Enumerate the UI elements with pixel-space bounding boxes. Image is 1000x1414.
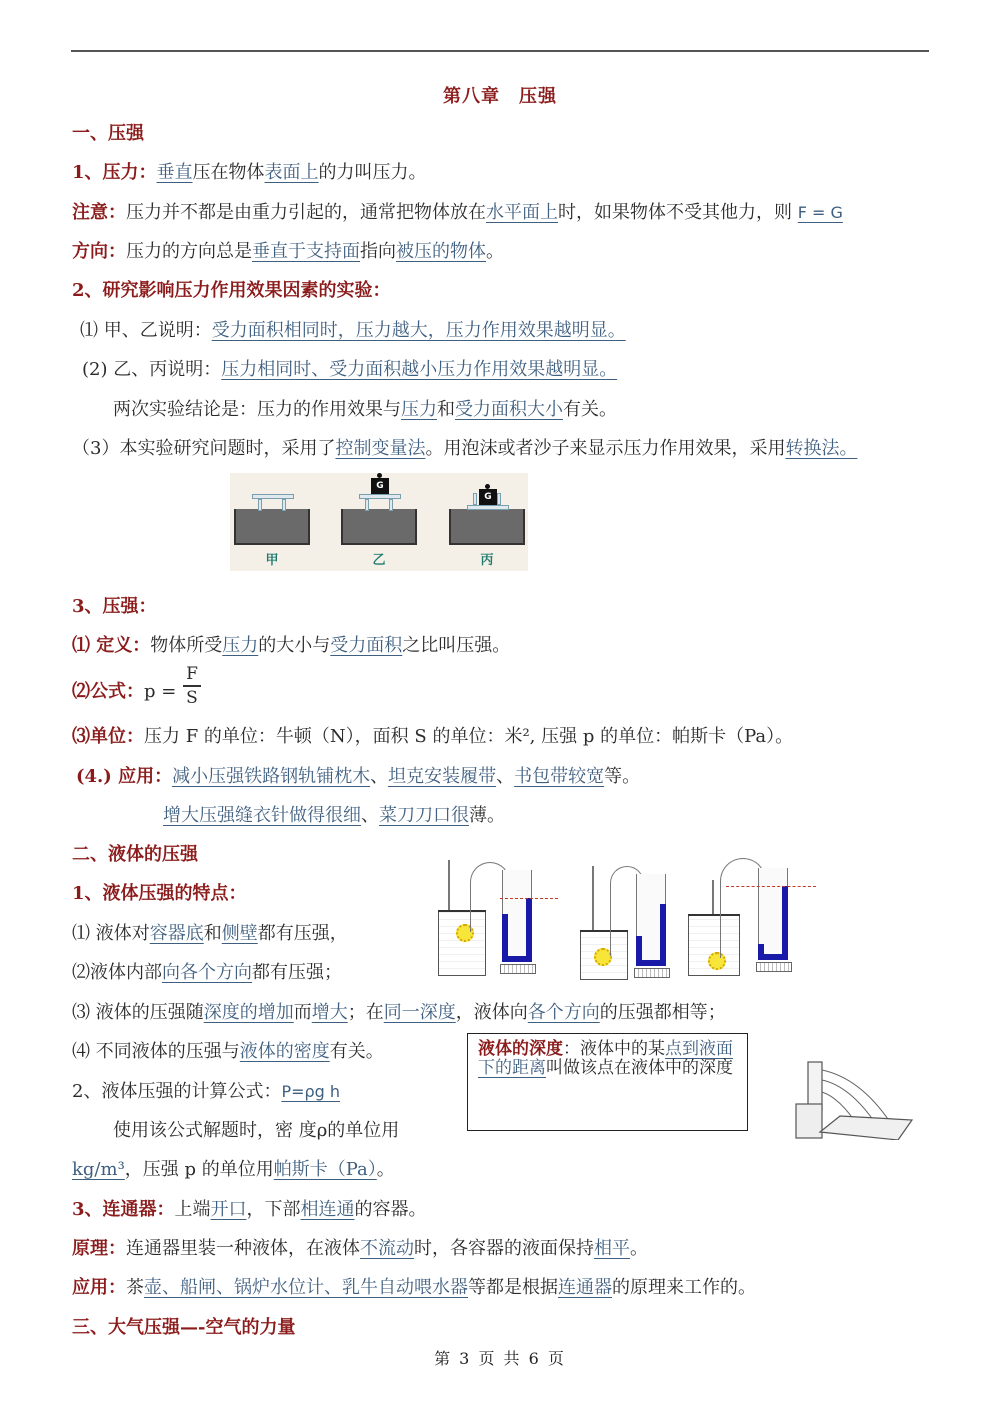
liquid-point-3 (72, 1001, 726, 1025)
liquid-column (660, 904, 666, 966)
numerator: F (186, 664, 198, 684)
liquid-point-4 (72, 1040, 384, 1064)
text: 等。 (604, 766, 641, 787)
text: 压力并不都是由重力引起的，通常把物体放在 (126, 202, 486, 223)
underlined-term: 相平 (594, 1238, 630, 1259)
text: 指向 (360, 241, 396, 262)
header-rule (71, 50, 929, 52)
text: ⑵液体内部 (72, 962, 162, 983)
pressure-units (72, 725, 793, 749)
text: ，下部 (246, 1199, 301, 1220)
underlined-term: kg/m³ (72, 1159, 125, 1180)
text: 有关。 (329, 1041, 384, 1062)
underlined-term: 开口 (210, 1199, 247, 1220)
stand (500, 964, 536, 974)
figure-label-bing: 丙 (480, 553, 494, 568)
text: （3）本实验研究问题时，采用了 (72, 438, 336, 459)
text: 上端 (174, 1199, 211, 1220)
text: ；在 (347, 1002, 384, 1023)
level-line (726, 886, 816, 887)
liquid-column (782, 886, 788, 960)
underlined-term: 不流动 (360, 1238, 414, 1259)
pressure-formula (72, 680, 176, 704)
section-heading-liquid: 二、液体的压强 (72, 844, 198, 865)
underlined-term: 液体的密度 (239, 1041, 330, 1062)
usage-units-line (72, 1158, 395, 1182)
text: 压力的方向总是 (126, 241, 252, 262)
text: 的容器。 (354, 1199, 427, 1220)
underlined-term: 坦克安装履带 (388, 766, 497, 787)
underlined-term: 垂直 (156, 162, 193, 183)
text: 压力 F 的单位：牛顿（N），面积 S 的单位：米², 压强 p 的单位：帕斯卡（Pa）。 (144, 726, 794, 747)
label: ⑶单位： (72, 726, 144, 747)
label: 液体的深度 (478, 1039, 563, 1059)
connected-vessel-principle (72, 1237, 648, 1261)
underlined-term: 受力面积 (330, 635, 403, 656)
direction-line (72, 240, 504, 264)
liquid-column (636, 960, 666, 966)
connected-vessel-definition (72, 1198, 427, 1222)
text: 。 (630, 1238, 648, 1259)
text: 都有压强， (257, 923, 348, 944)
experiment-heading: 2、研究影响压力作用效果因素的实验： (72, 280, 391, 301)
liquid-column (758, 954, 788, 960)
label: 1、压力： (72, 162, 157, 183)
stool-leg (258, 499, 262, 511)
stool-leg (282, 499, 286, 511)
experiment-conclusion (113, 398, 617, 422)
underlined-term: 减小压强 (172, 766, 245, 787)
usage-line: 使用该公式解题时，密 度ρ的单位用 (113, 1120, 400, 1141)
underlined-term: 容器底 (149, 923, 204, 944)
water-jet-container-sketch (780, 1060, 915, 1140)
label: (4.) 应用： (76, 766, 173, 787)
connected-vessel-applications (72, 1276, 756, 1300)
figure-label-yi: 乙 (372, 553, 386, 568)
underlined-term: 各个方向 (527, 1002, 600, 1023)
text: 时，如果物体不受其他力，则 (558, 202, 798, 223)
underlined-term: 连通器 (558, 1277, 612, 1298)
text: 的原理来工作的。 (612, 1277, 756, 1298)
underlined-term: 侧壁 (221, 923, 258, 944)
text: 和 (437, 399, 455, 420)
text: (2) 乙、丙说明： (82, 359, 222, 380)
text: 。 (376, 1159, 395, 1180)
text: ，压强 p 的单位用 (124, 1159, 274, 1180)
underlined-term: 压力相同时、受力面积越小压力作用效果越明显。 (221, 359, 618, 380)
text: 的压强都相等； (599, 1002, 726, 1023)
text: 之比叫压强。 (402, 635, 511, 656)
sand-tank (234, 509, 310, 545)
text: 物体所受 (150, 635, 223, 656)
depth-definition-box (467, 1033, 748, 1131)
stool-leg (365, 499, 369, 511)
underlined-term: 向各个方向 (162, 962, 252, 983)
underlined-term: 受力面积相同时，压力越大，压力作用效果越明显。 (211, 320, 626, 341)
pressure-heading: 3、压强： (72, 596, 157, 617)
liquid-point-2 (72, 961, 342, 985)
text: ⑴ 甲、乙说明： (80, 320, 212, 341)
label: 方向： (72, 241, 126, 262)
pressure-applications-reduce (76, 765, 640, 789)
underlined-term: 增大压强 (163, 805, 235, 826)
page-number: 第 3 页 共 6 页 (434, 1349, 566, 1368)
text: 和 (203, 923, 222, 944)
liquid-column (526, 898, 532, 962)
underlined-term: 铁路钢轨铺枕木 (244, 766, 371, 787)
pressure-experiment-figure (230, 473, 528, 571)
text: 时，各容器的液面保持 (414, 1238, 594, 1259)
underlined-term: 水平面上 (486, 202, 558, 223)
chapter-title: 第八章 压强 (443, 86, 557, 107)
manometer-figure (430, 852, 820, 982)
text: 薄。 (469, 805, 505, 826)
text: 、 (361, 805, 379, 826)
stool-leg (473, 493, 477, 505)
text: 而 (293, 1002, 312, 1023)
pressure-applications-increase (163, 804, 505, 828)
label: 3、连通器： (72, 1199, 175, 1220)
text: 、 (370, 766, 389, 787)
liquid-column (502, 956, 532, 962)
underlined-term: 压力 (401, 399, 437, 420)
liquid-formula-line (72, 1080, 340, 1104)
weight-block: G (479, 489, 497, 505)
underlined-term: 增大 (311, 1002, 348, 1023)
label: 原理： (72, 1238, 126, 1259)
level-line (500, 898, 558, 899)
underlined-term: 垂直于支持面 (252, 241, 360, 262)
experiment-method (72, 437, 857, 461)
label: ⑵公式： (72, 681, 144, 702)
stool-inverted (467, 505, 509, 510)
underlined-term: 转换法。 (785, 438, 858, 459)
text: ⑷ 不同液体的压强与 (72, 1041, 240, 1062)
experiment-line-1 (80, 319, 626, 343)
text: ⑶ 液体的压强随 (72, 1002, 204, 1023)
text: 连通器里装一种液体，在液体 (126, 1238, 360, 1259)
text: 都有压强； (252, 962, 342, 983)
underlined-term: 同一深度 (383, 1002, 456, 1023)
text: 两次实验结论是：压力的作用效果与 (113, 399, 401, 420)
stand (756, 962, 792, 972)
stand (634, 968, 670, 978)
sand-tank (449, 509, 525, 545)
underlined-term: F = G (797, 203, 843, 222)
section-heading-pressure: 一、压强 (72, 123, 144, 144)
underlined-term: 表面上 (264, 162, 319, 183)
section-heading-atmospheric: 三、大气压强—-空气的力量 (72, 1317, 296, 1338)
underlined-term: 缝衣针做得很细 (235, 805, 361, 826)
liquid-point-1 (72, 922, 348, 946)
stool-leg (497, 493, 501, 505)
pressure-force-definition (72, 161, 427, 185)
underlined-term: 受力面积大小 (455, 399, 563, 420)
stool-leg (389, 499, 393, 511)
label: 注意： (72, 202, 126, 223)
pressure-definition (72, 634, 510, 658)
underlined-term: 书包带较宽 (514, 766, 605, 787)
sand-tank (341, 509, 417, 545)
fraction (183, 664, 201, 708)
weight-block: G (371, 478, 389, 494)
text: 的大小与 (258, 635, 331, 656)
note-line (72, 201, 843, 225)
figure-label-jia: 甲 (265, 553, 279, 568)
denominator: S (186, 687, 198, 708)
underlined-term: 深度的增加 (203, 1002, 294, 1023)
text: 2、液体压强的计算公式： (72, 1081, 282, 1102)
underlined-term: 菜刀刀口很 (379, 805, 469, 826)
formula-lhs: p = (144, 681, 177, 702)
text: 。用泡沫或者沙子来显示压力作用效果，采用 (425, 438, 786, 459)
underlined-term: 壶、船闸、锅炉水位计、乳牛自动喂水器 (144, 1277, 468, 1298)
text: 的力叫压力。 (318, 162, 427, 183)
label: ⑴ 定义： (72, 635, 151, 656)
underlined-term: 被压的物体 (396, 241, 486, 262)
text: 茶 (126, 1277, 144, 1298)
text: 有关。 (563, 399, 617, 420)
liquid-features-heading: 1、液体压强的特点： (72, 883, 247, 904)
underlined-term: 点到液面下的距离 (478, 1039, 733, 1078)
liquid-column (502, 914, 508, 962)
text: ：液体中的某 (563, 1039, 665, 1059)
label: 应用： (72, 1277, 126, 1298)
formula-liquid-pressure: P=ρg h (281, 1082, 341, 1101)
text: 。 (486, 241, 504, 262)
text: 叫做该点在液体中的深度 (546, 1058, 733, 1078)
text: 等都是根据 (468, 1277, 558, 1298)
underlined-term: 控制变量法 (335, 438, 426, 459)
underlined-term: 相连通 (300, 1199, 355, 1220)
underlined-term: 压力 (222, 635, 259, 656)
text: 压在物体 (192, 162, 265, 183)
underlined-term: 帕斯卡（Pa） (273, 1159, 377, 1180)
text: ⑴ 液体对 (72, 923, 150, 944)
fraction-bar (183, 685, 201, 687)
text: ，液体向 (455, 1002, 528, 1023)
text: 、 (496, 766, 515, 787)
experiment-line-2 (82, 358, 617, 382)
